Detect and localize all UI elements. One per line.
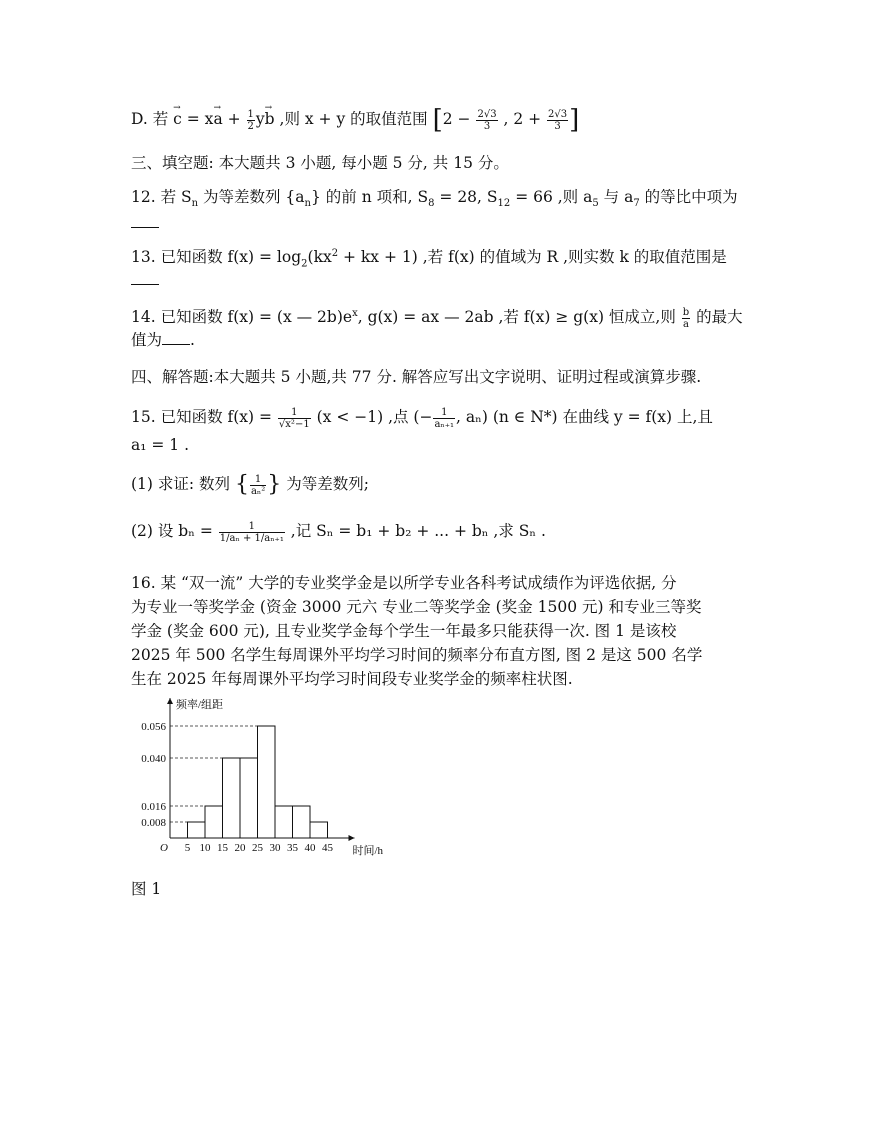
x-tick-label: 35 [287, 842, 298, 854]
q13-blank [131, 270, 159, 285]
q12-part-g: 的等比中项为 [639, 188, 738, 206]
section-4-heading: 四、解答题:本大题共 5 小题,共 77 分. 解答应写出文字说明、证明过程或演算步骤. [131, 368, 702, 386]
q15-part1-fraction [250, 474, 266, 497]
option-d-text: ,则 x + y 的取值范围 [274, 110, 433, 128]
q12-part-a: 12. 若 S [131, 188, 192, 206]
x-axis-label: 时间/h [352, 845, 384, 857]
q14-part-b: , g(x) = ax — 2ab ,若 f(x) ≥ g(x) 恒成立,则 [357, 308, 681, 327]
q14-frac-den: a [683, 318, 689, 330]
q12-part-d: = 28, S [434, 188, 498, 206]
x-tick-label: 40 [304, 842, 316, 854]
q16-line-1: 16. 某 “双一流” 大学的专业奖学金是以所学专业各科考试成绩作为评选依据, 分 [131, 574, 677, 592]
question-12 [131, 186, 738, 215]
right-bracket: ] [569, 105, 580, 135]
option-d [131, 105, 580, 135]
q12-sub-5: 5 [592, 198, 599, 210]
q15-point-open: (− [413, 408, 433, 426]
x-tick-label: 45 [322, 842, 333, 854]
option-d-prefix: D. 若 [131, 110, 174, 128]
histogram-bar [258, 726, 276, 838]
range-left: 2 − [442, 110, 476, 128]
q15-part1-num: 1 [250, 474, 266, 486]
range-frac-2-num: 2√3 [548, 108, 568, 120]
range-mid: , 2 + [498, 110, 547, 128]
frequency-histogram [130, 690, 390, 860]
q13-part-a: 13. 已知函数 f(x) = log [131, 248, 302, 267]
question-15 [131, 406, 713, 430]
half-fraction [247, 109, 255, 132]
q15-part-2 [131, 520, 546, 544]
x-tick-label: 15 [217, 842, 228, 854]
left-bracket: [ [432, 105, 443, 135]
x-axis-arrow [349, 835, 355, 841]
q15-part-a: 15. 已知函数 f(x) = [131, 408, 277, 426]
vector-b: → b [265, 108, 275, 130]
q12-part-f: 与 a [598, 188, 634, 206]
y-axis-label: 频率/组距 [176, 699, 224, 711]
q15-part1-a: (1) 求证: 数列 [131, 475, 235, 493]
q14-blank [162, 330, 190, 345]
y-tick-label: 0.056 [141, 721, 166, 733]
q15-p-num: 1 [433, 407, 455, 419]
q12-answer-line [131, 212, 159, 234]
q12-part-c: } 的前 n 项和, S [311, 188, 429, 206]
q14-fraction [682, 307, 690, 330]
range-frac-2 [547, 109, 568, 132]
range-frac-1-num: 2√3 [477, 108, 497, 120]
section-3-heading: 三、填空题: 本大题共 3 小题, 每小题 5 分, 共 15 分。 [131, 154, 509, 172]
range-frac-1 [476, 109, 497, 132]
q16-line-5: 生在 2025 年每周课外平均学习时间段专业奖学金的频率柱状图. [131, 670, 573, 688]
q12-sub-12: 12 [497, 198, 511, 210]
q16-line-4: 2025 年 500 名学生每周课外平均学习时间的频率分布直方图, 图 2 是这 500 名学 [131, 646, 703, 664]
q15-line-2: a₁ = 1 . [131, 436, 190, 454]
range-frac-2-den: 3 [554, 120, 561, 132]
q12-blank [131, 213, 159, 228]
y-tick-label: 0.008 [141, 817, 166, 829]
q15-point-close: , aₙ) [456, 408, 488, 426]
q13-part-b: (kx [307, 248, 332, 267]
q15-part-b: (x < −1) ,点 [311, 408, 414, 426]
half-den: 2 [247, 120, 254, 132]
q12-sub-7: 7 [633, 198, 640, 210]
q15-part2-num: 1 [219, 521, 285, 533]
q15-part2-den: 1/aₙ + 1/aₙ₊₁ [219, 532, 284, 544]
q15-part-c: (n ∈ N*) 在曲线 y = f(x) 上,且 [487, 408, 713, 426]
y-tick-label: 0.016 [141, 801, 166, 813]
y-tick-label: 0.040 [141, 753, 166, 765]
q15-part2-fraction [219, 521, 285, 544]
chart-bars [188, 726, 328, 838]
q14-sup-x: x [352, 308, 358, 319]
brace-open: { [234, 472, 249, 497]
q14-part-a: 14. 已知函数 f(x) = (x — 2b)e [131, 308, 353, 327]
histogram-bar [293, 806, 311, 838]
range-frac-1-den: 3 [483, 120, 491, 132]
x-tick-label: 25 [252, 842, 263, 854]
origin-label: O [160, 842, 168, 854]
vector-a: → a [213, 108, 222, 130]
histogram-bar [275, 806, 293, 838]
q12-sub-8: 8 [428, 198, 435, 210]
half-num: 1 [247, 108, 254, 120]
x-tick-label: 30 [269, 842, 281, 854]
q12-sub-n-2: n [304, 198, 311, 210]
histogram-bar [205, 806, 223, 838]
q12-part-b: 为等差数列 {a [198, 188, 305, 206]
option-d-y: y [255, 110, 265, 128]
q15-part1-den: aₙ² [250, 485, 266, 497]
q14-line-2 [131, 329, 195, 351]
q15-part-1 [131, 473, 369, 497]
q16-line-2: 为专业一等奖学金 (资金 3000 元六 专业二等奖学金 (奖金 1500 元) 和专业三等奖 [131, 598, 702, 616]
question-13 [131, 243, 727, 275]
q15-p-den: aₙ₊₁ [434, 418, 455, 430]
histogram-bar [310, 822, 328, 838]
q14-end: . [190, 331, 195, 349]
q15-part1-b: 为等差数列; [281, 475, 369, 493]
x-tick-label: 10 [199, 842, 211, 854]
histogram-bar [240, 758, 258, 838]
q14-part-c: 的最大 [691, 308, 743, 327]
q15-part2-a: (2) 设 bₙ = [131, 522, 218, 540]
q15-f-den: √x²−1 [278, 418, 310, 430]
q15-part2-b: ,记 Sₙ = b₁ + b₂ + ... + bₙ ,求 Sₙ . [285, 522, 546, 540]
question-14 [131, 303, 743, 330]
option-d-eq: = x [181, 110, 214, 128]
q12-sub-n: n [191, 198, 199, 210]
q14-frac-num: b [682, 306, 690, 318]
x-tick-label: 20 [234, 842, 246, 854]
q12-part-e: = 66 ,则 a [510, 188, 593, 206]
q15-f-fraction [278, 407, 311, 430]
histogram-bar [188, 822, 206, 838]
y-axis-arrow [167, 698, 173, 704]
vector-c: → c [173, 108, 182, 130]
q14-line2-text: 值为 [131, 331, 163, 349]
brace-close: } [267, 472, 282, 497]
q13-part-c: + kx + 1) ,若 f(x) 的值域为 R ,则实数 k 的取值范围是 [338, 248, 727, 267]
option-d-plus: + [222, 110, 246, 128]
q15-point-fraction [433, 407, 455, 430]
q13-answer-line [131, 269, 159, 291]
x-tick-label: 5 [184, 842, 191, 854]
q13-sub-2: 2 [301, 258, 308, 270]
q16-line-3: 学金 (奖金 600 元), 且专业奖学金每个学生一年最多只能获得一次. 图 1 是该校 [131, 622, 677, 640]
q15-f-num: 1 [278, 407, 311, 419]
histogram-bar [223, 758, 241, 838]
figure-label: 图 1 [131, 880, 162, 898]
q13-sup-2: 2 [331, 248, 339, 259]
